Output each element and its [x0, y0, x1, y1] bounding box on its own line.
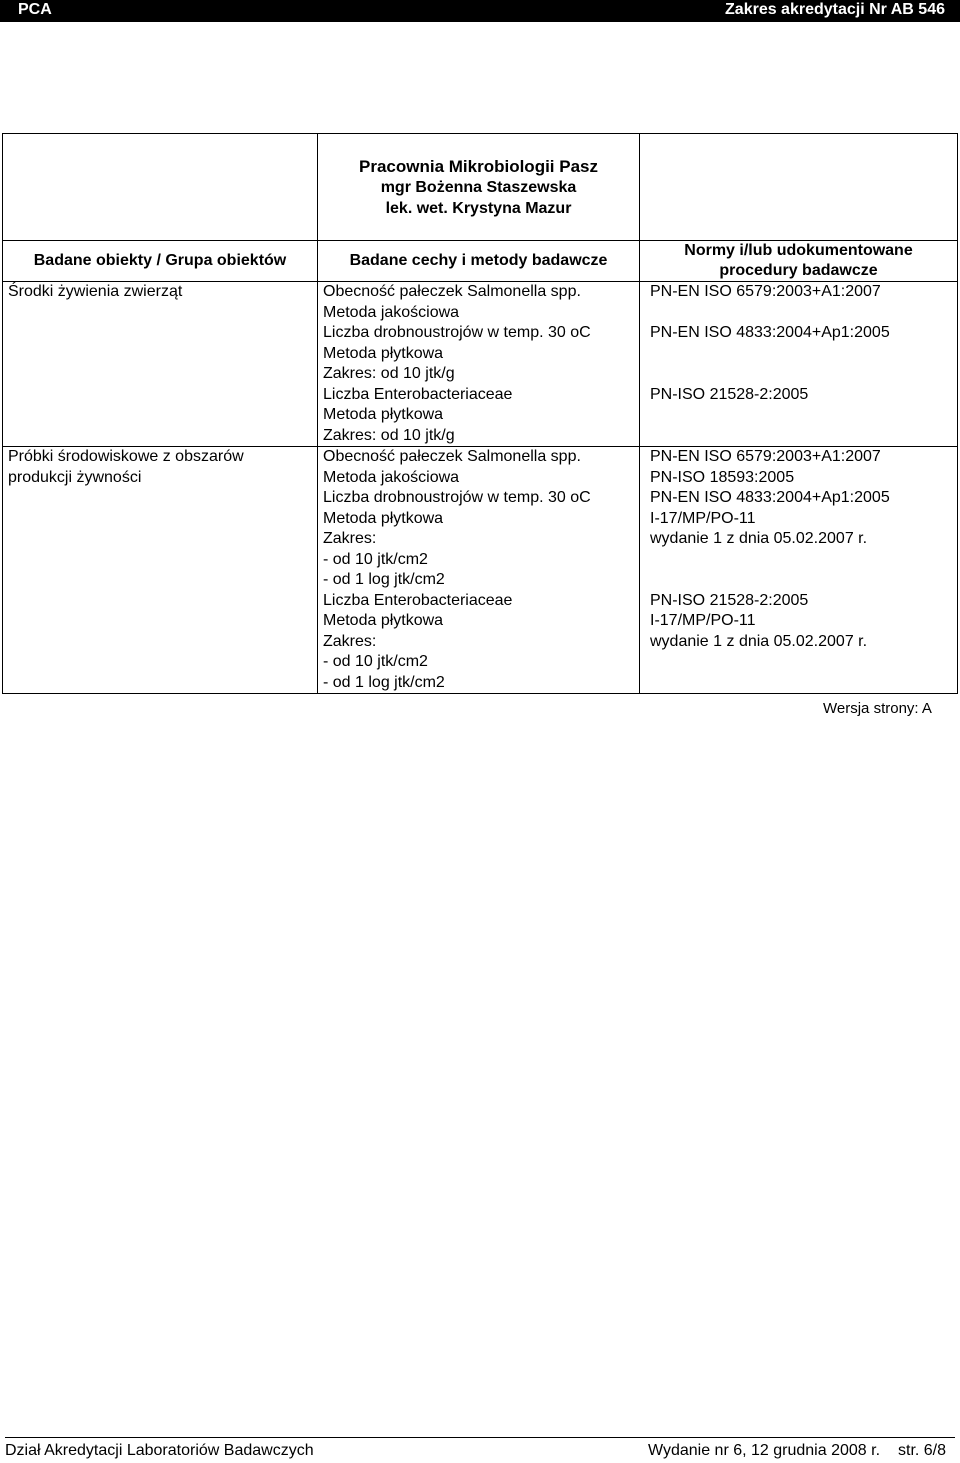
norm-line: PN-ISO 21528-2:2005 — [650, 591, 809, 609]
object-name-line2: produkcji żywności — [8, 468, 142, 486]
method-line: Obecność pałeczek Salmonella spp. — [323, 448, 581, 465]
methods-cell — [318, 282, 640, 447]
method-line: Liczba Enterobacteriaceae — [323, 591, 513, 609]
lab-person-2: lek. wet. Krystyna Mazur — [385, 199, 572, 217]
method-line: - od 10 jtk/cm2 — [323, 653, 428, 670]
lab-name: Pracownia Mikrobiologii Pasz — [359, 156, 598, 176]
method-line: Metoda płytkowa — [323, 509, 444, 527]
object-name: Środki żywienia zwierząt — [8, 283, 183, 300]
object-name-line1: Próbki środowiskowe z obszarów — [8, 448, 244, 465]
table-row — [3, 447, 958, 694]
method-line: Liczba drobnoustrojów w temp. 30 oC — [323, 324, 591, 341]
method-line: Metoda płytkowa — [323, 612, 444, 629]
method-line: - od 1 log jtk/cm2 — [323, 673, 445, 691]
method-line: Liczba Enterobacteriaceae — [323, 385, 513, 403]
table-row — [3, 282, 958, 447]
column-header-objects: Badane obiekty / Grupa obiektów — [3, 241, 318, 282]
norm-line: PN-EN ISO 4833:2004+Ap1:2005 — [650, 324, 890, 341]
method-line: Metoda płytkowa — [323, 344, 444, 362]
method-line: Obecność pałeczek Salmonella spp. — [323, 283, 581, 300]
header-right-label: Zakres akredytacji Nr AB 546 — [725, 1, 945, 18]
accreditation-table — [2, 133, 958, 694]
lab-spacer-cell — [3, 134, 318, 241]
lab-cell — [318, 134, 640, 241]
method-line: Metoda jakościowa — [323, 468, 460, 486]
object-cell — [3, 282, 318, 447]
object-cell — [3, 447, 318, 694]
norm-line: I-17/MP/PO-11 — [650, 612, 756, 629]
norm-line: PN-EN ISO 6579:2003+A1:2007 — [650, 448, 881, 465]
norm-line: PN-EN ISO 6579:2003+A1:2007 — [650, 283, 881, 300]
column-header-norms — [640, 241, 958, 282]
footer-page-number: str. 6/8 — [898, 1442, 947, 1459]
norm-line: PN-ISO 21528-2:2005 — [650, 385, 809, 403]
method-line: Zakres: od 10 jtk/g — [323, 365, 455, 382]
method-line: Zakres: od 10 jtk/g — [323, 426, 455, 444]
method-line: Metoda jakościowa — [323, 303, 460, 321]
method-line: - od 10 jtk/cm2 — [323, 550, 428, 568]
column-header-norms-line1: Normy i/lub udokumentowane — [684, 242, 913, 259]
lab-person-1: mgr Bożenna Staszewska — [380, 178, 577, 196]
column-header-norms-line2: procedury badawcze — [719, 262, 878, 279]
footer-edition: Wydanie nr 6, 12 grudnia 2008 r. — [648, 1442, 881, 1459]
method-line: - od 1 log jtk/cm2 — [323, 571, 445, 588]
lab-row — [3, 134, 958, 241]
norm-line: I-17/MP/PO-11 — [650, 509, 756, 527]
norm-line: PN-EN ISO 4833:2004+Ap1:2005 — [650, 489, 890, 506]
footer-department: Dział Akredytacji Laboratoriów Badawczych — [5, 1442, 314, 1459]
norm-line: wydanie 1 z dnia 05.02.2007 r. — [650, 530, 868, 547]
norm-line: PN-ISO 18593:2005 — [650, 468, 795, 486]
norm-line: wydanie 1 z dnia 05.02.2007 r. — [650, 632, 868, 650]
lab-spacer-cell-right — [640, 134, 958, 241]
methods-cell — [318, 447, 640, 694]
header-left-label: PCA — [18, 1, 52, 18]
norms-cell — [640, 447, 958, 694]
norms-cell — [640, 282, 958, 447]
page-version-label: Wersja strony: A — [823, 700, 932, 717]
method-line: Zakres: — [323, 632, 377, 650]
column-header-row — [3, 241, 958, 282]
method-line: Metoda płytkowa — [323, 406, 444, 423]
footer-divider — [5, 1437, 955, 1438]
method-line: Zakres: — [323, 530, 377, 547]
method-line: Liczba drobnoustrojów w temp. 30 oC — [323, 489, 591, 506]
page-header-bar — [0, 0, 960, 22]
column-header-methods: Badane cechy i metody badawcze — [318, 241, 640, 282]
